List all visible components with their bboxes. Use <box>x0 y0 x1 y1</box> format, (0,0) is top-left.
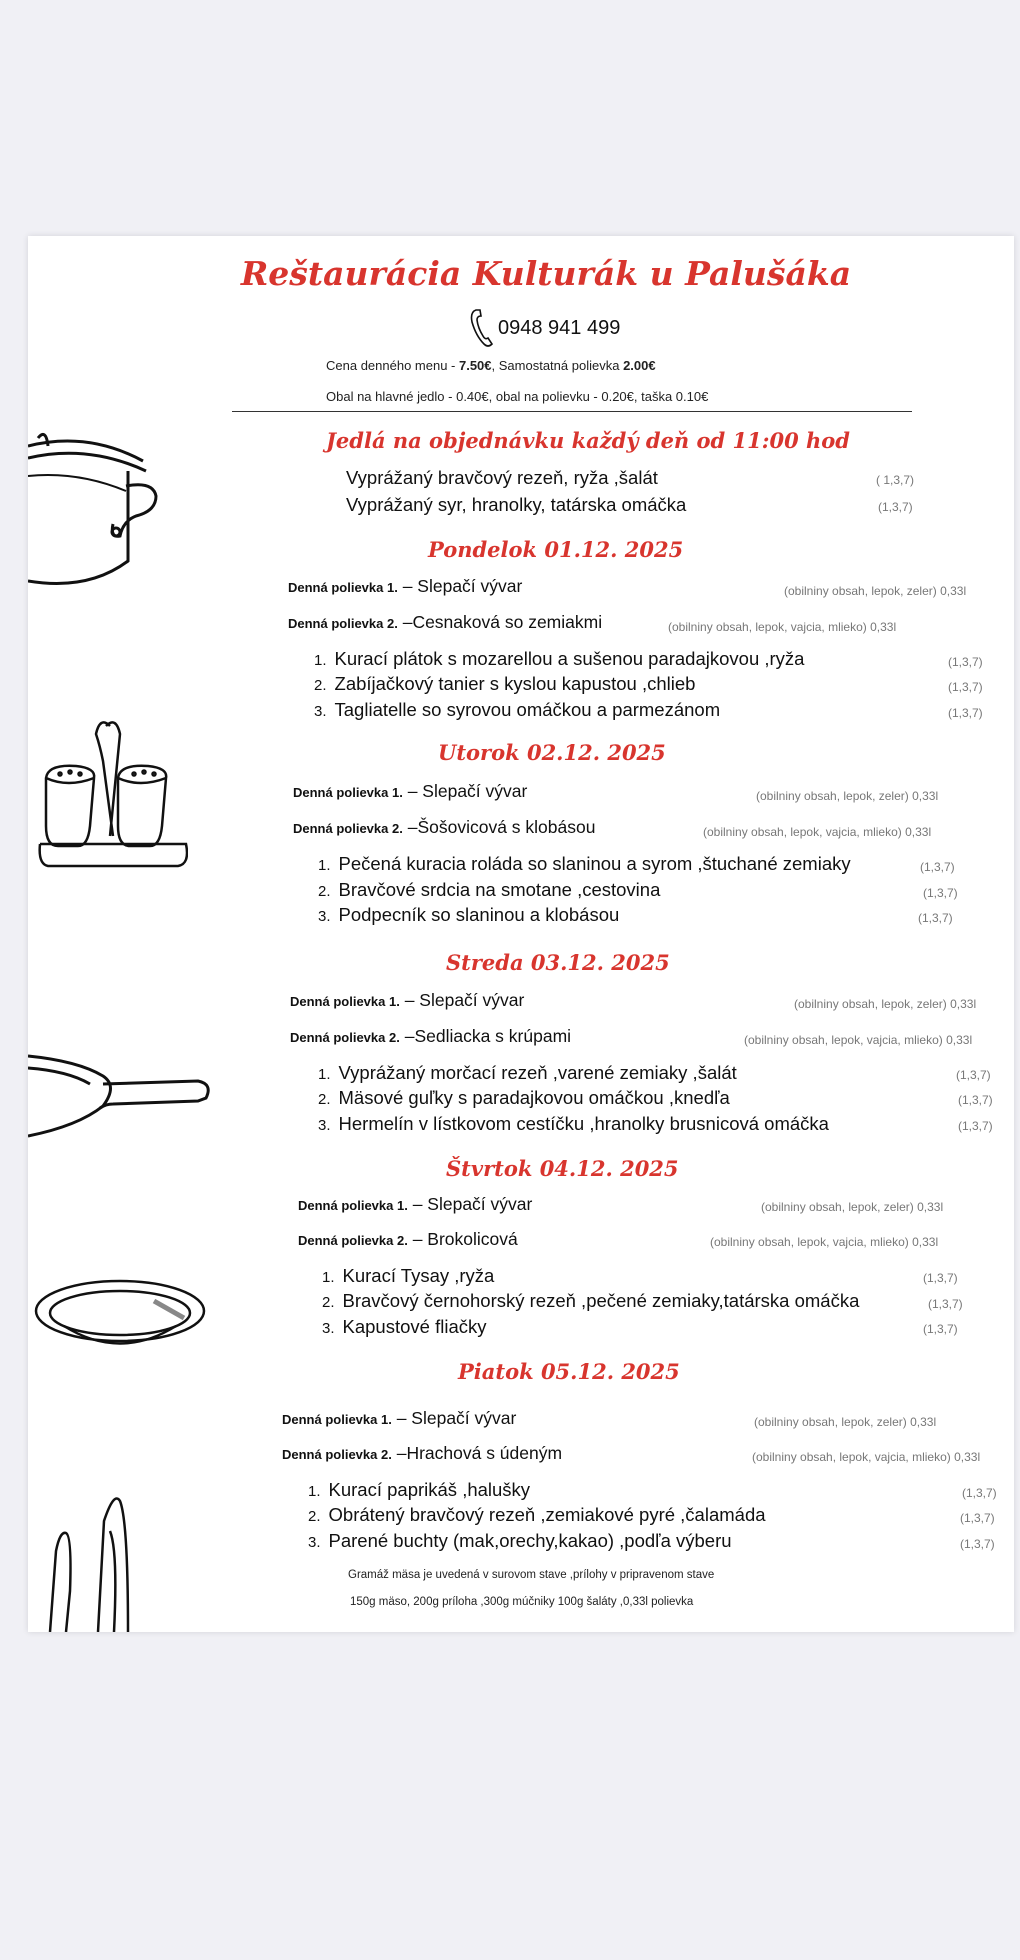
soup-row: Denná polievka 1. – Slepačí vývar <box>282 1408 517 1428</box>
soup-row: Denná polievka 2. –Šošovicová s klobásou <box>293 817 596 837</box>
soup-allergens: (obilniny obsah, lepok, vajcia, mlieko) 0,33l <box>752 1450 981 1464</box>
meal-item: 2. Bravčový černohorský rezeň ,pečené zemiaky,tatárska omáčka <box>322 1290 860 1311</box>
soup-row: Denná polievka 2. –Hrachová s údeným <box>282 1443 563 1463</box>
soup-price: 2.00€ <box>623 358 656 373</box>
menu-price: 7.50€ <box>458 358 492 373</box>
pot-illustration <box>28 416 168 606</box>
footer-note: Gramáž mäsa je uvedená v surovom stave ,prílohy v pripravenom stave <box>348 1569 715 1581</box>
order-item: Vyprážaný bravčový rezeň, ryža ,šalát <box>346 467 658 488</box>
meal-item: 3. Podpecník so slaninou a klobásou <box>318 904 620 925</box>
restaurant-title: Reštaurácia Kulturák u Palušáka <box>240 254 852 293</box>
soup-row: Denná polievka 1. – Slepačí vývar <box>288 576 523 596</box>
meal-item: 3. Kapustové fliačky <box>322 1316 487 1337</box>
meal-item: 1. Vyprážaný morčací rezeň ,varené zemiaky ,šalát <box>318 1062 737 1083</box>
price-line: Cena denného menu - 7.50€, Samostatná polievka 2.00€ <box>326 358 656 373</box>
meal-item: 1. Pečená kuracia roláda so slaninou a syrom ,štuchané zemiaky <box>318 853 851 874</box>
meal-item: 3. Tagliatelle so syrovou omáčkou a parmezánom <box>314 699 721 720</box>
phone-number[interactable]: 0948 941 499 <box>498 316 621 339</box>
soup-allergens: (obilniny obsah, lepok, zeler) 0,33l <box>754 1415 937 1429</box>
menu-sheet <box>28 236 1014 1632</box>
day-heading-streda: Streda 03.12. 2025 <box>446 950 670 975</box>
meal-allergens: (1,3,7) <box>923 886 958 900</box>
soup-allergens: (obilniny obsah, lepok, zeler) 0,33l <box>756 789 939 803</box>
meal-allergens: (1,3,7) <box>923 1322 958 1336</box>
footer-note: 150g mäso, 200g príloha ,300g múčniky 100g šaláty ,0,33l polievka <box>350 1596 694 1608</box>
salt-pepper-illustration <box>38 716 188 906</box>
soup-row: Denná polievka 2. –Cesnaková so zemiakmi <box>288 612 603 632</box>
soup-row: Denná polievka 1. – Slepačí vývar <box>298 1194 533 1214</box>
meal-allergens: (1,3,7) <box>948 706 983 720</box>
day-heading-pondelok: Pondelok 01.12. 2025 <box>428 537 684 562</box>
packaging-line: Obal na hlavné jedlo - 0.40€, obal na polievku - 0.20€, taška 0.10€ <box>326 389 709 404</box>
soup-row: Denná polievka 1. – Slepačí vývar <box>293 781 528 801</box>
meal-item: 3. Hermelín v lístkovom cestíčku ,hranolky brusnicová omáčka <box>318 1113 829 1134</box>
soup-allergens: (obilniny obsah, lepok, zeler) 0,33l <box>761 1200 944 1214</box>
meal-allergens: (1,3,7) <box>958 1119 993 1133</box>
order-item-allergens: (1,3,7) <box>878 500 913 514</box>
meal-allergens: (1,3,7) <box>920 860 955 874</box>
knives-illustration <box>38 1491 168 1632</box>
soup-row: Denná polievka 1. – Slepačí vývar <box>290 990 525 1010</box>
soup-row: Denná polievka 2. – Brokolicová <box>298 1229 518 1249</box>
day-heading-piatok: Piatok 05.12. 2025 <box>458 1359 680 1384</box>
meal-item: 3. Parené buchty (mak,orechy,kakao) ,podľa výberu <box>308 1530 732 1551</box>
meal-allergens: (1,3,7) <box>918 911 953 925</box>
meal-allergens: (1,3,7) <box>962 1486 997 1500</box>
meal-item: 1. Kurací plátok s mozarellou a sušenou paradajkovou ,ryža <box>314 648 805 669</box>
meal-allergens: (1,3,7) <box>958 1093 993 1107</box>
meal-item: 2. Mäsové guľky s paradajkovou omáčkou ,knedľa <box>318 1087 730 1108</box>
day-heading-utorok: Utorok 02.12. 2025 <box>438 740 666 765</box>
meal-allergens: (1,3,7) <box>960 1537 995 1551</box>
soup-allergens: (obilniny obsah, lepok, vajcia, mlieko) 0,33l <box>703 825 932 839</box>
meal-allergens: (1,3,7) <box>956 1068 991 1082</box>
frying-pan-illustration <box>28 1046 218 1156</box>
phone-icon <box>468 308 494 348</box>
meal-allergens: (1,3,7) <box>948 655 983 669</box>
soup-allergens: (obilniny obsah, lepok, vajcia, mlieko) 0,33l <box>710 1235 939 1249</box>
order-heading: Jedlá na objednávku každý deň od 11:00 hod <box>326 428 850 453</box>
meal-allergens: (1,3,7) <box>948 680 983 694</box>
order-item: Vyprážaný syr, hranolky, tatárska omáčka <box>346 494 687 515</box>
meal-item: 1. Kurací Tysay ,ryža <box>322 1265 495 1286</box>
meal-item: 2. Zabíjačkový tanier s kyslou kapustou ,chlieb <box>314 673 696 694</box>
phone-line[interactable] <box>468 308 620 348</box>
soup-allergens: (obilniny obsah, lepok, vajcia, mlieko) 0,33l <box>668 620 897 634</box>
soup-allergens: (obilniny obsah, lepok, zeler) 0,33l <box>784 584 967 598</box>
soup-row: Denná polievka 2. –Sedliacka s krúpami <box>290 1026 572 1046</box>
soup-allergens: (obilniny obsah, lepok, zeler) 0,33l <box>794 997 977 1011</box>
meal-item: 2. Bravčové srdcia na smotane ,cestovina <box>318 879 661 900</box>
divider <box>232 411 912 412</box>
order-item-allergens: ( 1,3,7) <box>876 473 915 487</box>
meal-allergens: (1,3,7) <box>960 1511 995 1525</box>
day-heading-stvrtok: Štvrtok 04.12. 2025 <box>446 1156 679 1181</box>
meal-item: 1. Kurací paprikáš ,halušky <box>308 1479 531 1500</box>
plate-illustration <box>34 1266 219 1366</box>
meal-item: 2. Obrátený bravčový rezeň ,zemiakové pyré ,čalamáda <box>308 1504 766 1525</box>
soup-allergens: (obilniny obsah, lepok, vajcia, mlieko) 0,33l <box>744 1033 973 1047</box>
meal-allergens: (1,3,7) <box>923 1271 958 1285</box>
meal-allergens: (1,3,7) <box>928 1297 963 1311</box>
